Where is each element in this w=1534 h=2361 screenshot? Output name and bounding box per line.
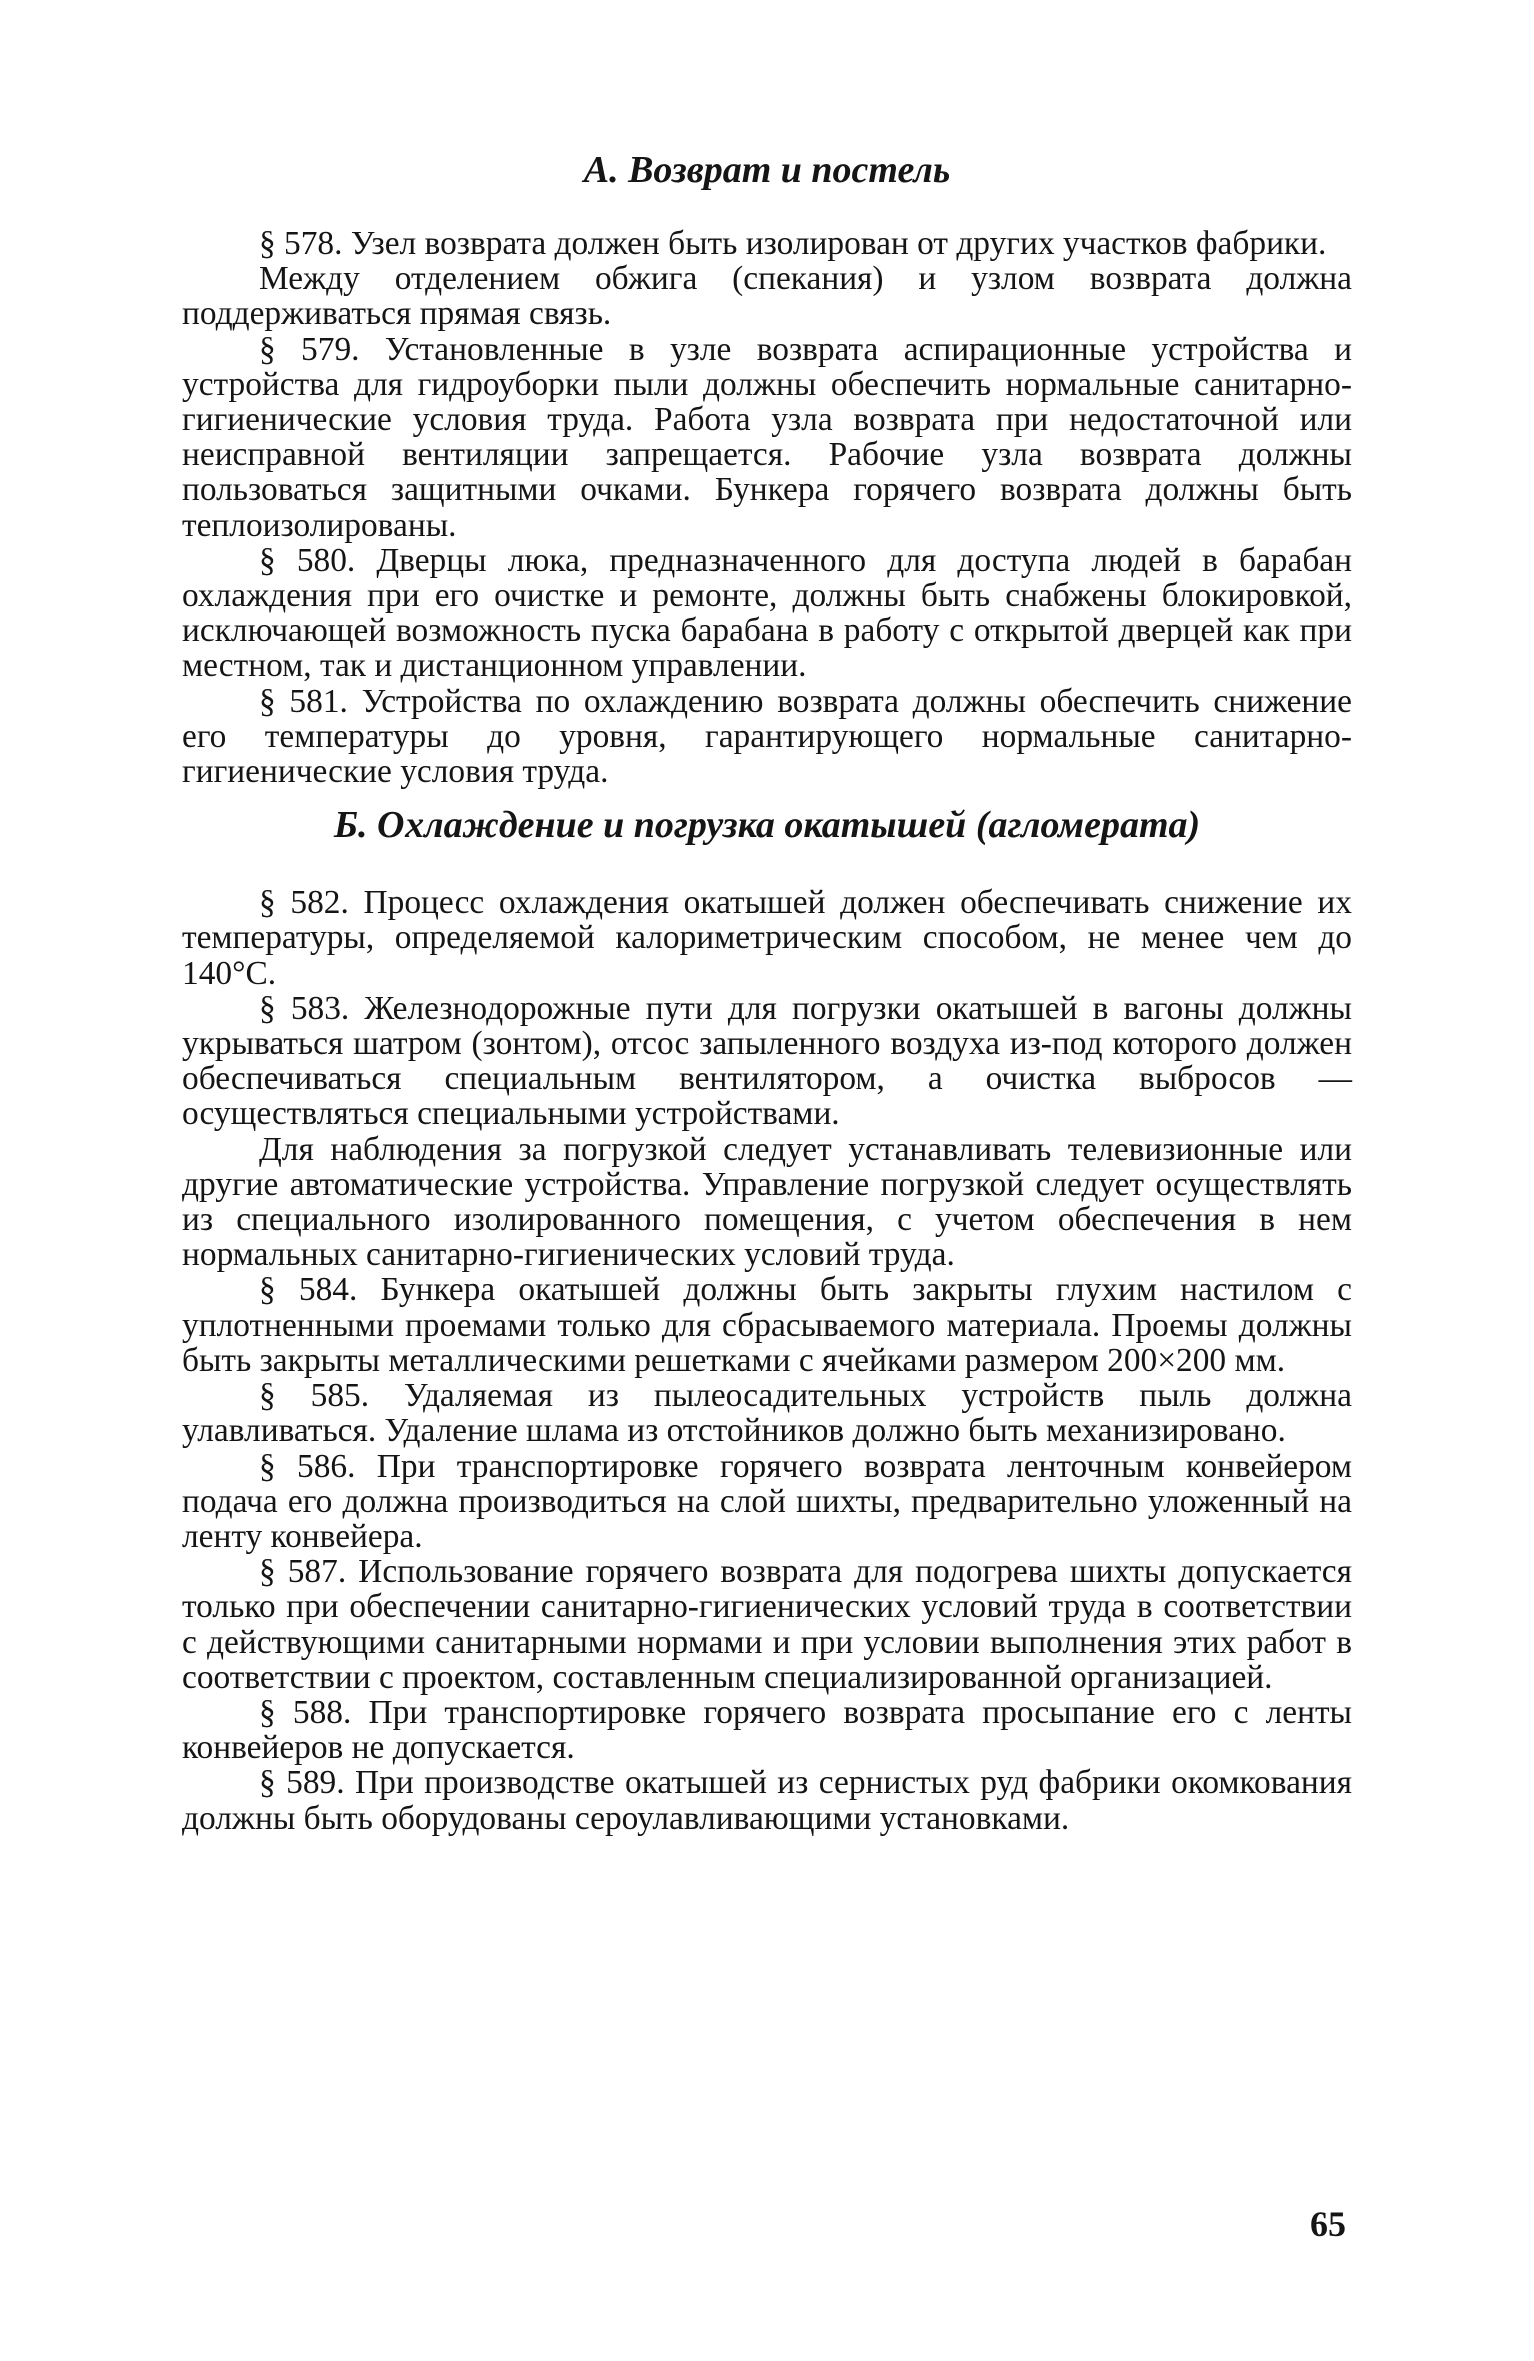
paragraph-583-monitoring: Для наблюдения за погрузкой следует устанавливать телевизионные или другие автоматические устройства. Управление погрузкой следует осуществлять из специального изолированного помещения, с учетом обеспечения в нем нормальных санитарно-гигиенических условий труда.: [182, 1130, 1352, 1274]
paragraph-581: § 581. Устройства по охлаждению возврата должны обеспечить снижение его температуры до уровня, гарантирующего нормальные санитарно-гигиенические условия труда.: [182, 682, 1352, 791]
paragraph-589: § 589. При производстве окатышей из сернистых руд фабрики окомкования должны быть оборудованы сероулавливающими установками.: [182, 1764, 1352, 1837]
paragraph-578-link: Между отделением обжига (спекания) и узлом возврата должна поддерживаться прямая связь.: [182, 260, 1352, 333]
paragraph-588: § 588. При транспортировке горячего возврата просыпание его с ленты конвейеров не допускается.: [182, 1693, 1352, 1767]
paragraph-580: § 580. Дверцы люка, предназначенного для доступа людей в барабан охлаждения при его очистке и ремонте, должны быть снабжены блокировкой, исключающей возможность пуска барабана в работу с открытой дверцей как при местном, так и дистанционном управлении.: [182, 541, 1352, 685]
paragraph-578: § 578. Узел возврата должен быть изолирован от других участков фабрики.: [259, 225, 1327, 262]
paragraph-584: § 584. Бункера окатышей должны быть закрыты глухим настилом с уплотненными проемами только для сбрасываемого материала. Проемы должны быть закрыты металлическими решетками с ячейками размером 200×200 мм.: [182, 1271, 1352, 1379]
paragraph-587: § 587. Использование горячего возврата для подогрева шихты допускается только при обеспечении санитарно-гигиенических условий труда в соответствии с действующими санитарными нормами и при условии выполнения этих работ в соответствии с проектом, составленным специализированной организацией.: [182, 1553, 1352, 1696]
section-b-title: Б. Охлаждение и погрузка окатышей (агломерата): [333, 804, 1201, 847]
page-number: 65: [1310, 2204, 1346, 2244]
paragraph-582: § 582. Процесс охлаждения окатышей должен обеспечивать снижение их температуры, определяемой калориметрическим способом, не менее чем до 140°С.: [182, 884, 1352, 992]
paragraph-579: § 579. Установленные в узле возврата аспирационные устройства и устройства для гидроуборки пыли должны обеспечить нормальные санитарно-гигиенические условия труда. Работа узла возврата при недостаточной или неисправной вентиляции запрещается. Рабочие узла возврата должны пользоваться защитными очками. Бункера горячего возврата должны быть теплоизолированы.: [182, 330, 1352, 544]
paragraph-585: § 585. Удаляемая из пылеосадительных устройств пыль должна улавливаться. Удаление шлама из отстойников должно быть механизировано.: [182, 1377, 1352, 1450]
document-page: [182, 150, 1352, 1836]
paragraph-586: § 586. При транспортировке горячего возврата ленточным конвейером подача его должна производиться на слой шихты, предварительно уложенный на ленту конвейера.: [182, 1447, 1352, 1555]
paragraph-583: § 583. Железнодорожные пути для погрузки окатышей в вагоны должны укрываться шатром (зонтом), отсос запыленного воздуха из-под которого должен обеспечиваться специальным вентилятором, а очистка выбросов — осуществляться специальными устройствами.: [182, 989, 1352, 1133]
section-a-title: А. Возврат и постель: [583, 149, 951, 191]
